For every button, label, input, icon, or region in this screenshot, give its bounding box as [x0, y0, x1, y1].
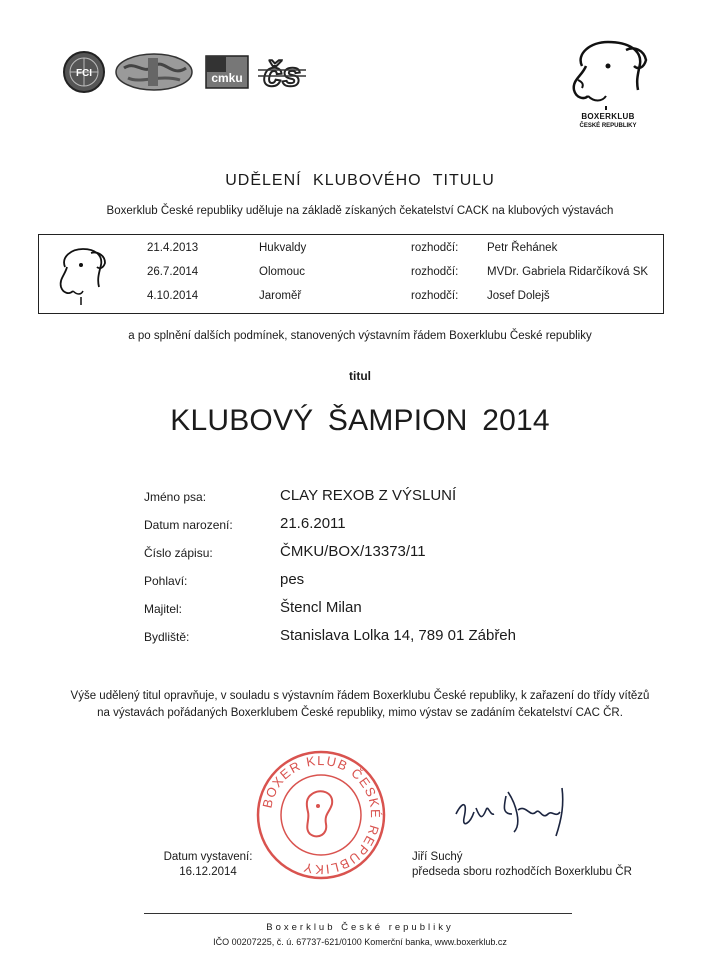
show-date: 26.7.2014: [147, 266, 199, 278]
info-label: Jméno psa:: [144, 490, 207, 504]
club-logo-name: BOXERKLUB: [581, 112, 635, 121]
info-value: pes: [280, 571, 305, 588]
club-logo-subtitle: ČESKÉ REPUBLIKY: [579, 123, 637, 129]
footer-details: IČO 00207225, č. ú. 67737-621/0100 Komerční banka, www.boxerklub.cz: [213, 937, 507, 947]
show-date-value: 16.12.2014: [179, 866, 237, 878]
show-date: 21.4.2013: [147, 242, 199, 254]
svg-text:BOXER KLUB ČESKÉ REPUBLIKY: BOXER KLUB ČESKÉ REPUBLIKY: [259, 752, 384, 878]
dog-info-row: [144, 571, 664, 595]
dog-info-row: [144, 627, 664, 651]
certificate-title: UDĚLENÍ KLUBOVÉHO TITULU: [225, 172, 495, 189]
dog-info-row: [144, 599, 664, 623]
dog-info-row: [144, 487, 664, 511]
info-label: Bydliště:: [144, 630, 190, 644]
fci-globe-icon: [62, 50, 106, 94]
svg-text:cmku: cmku: [211, 71, 243, 85]
signature-text: Jiří Suchý: [454, 846, 459, 847]
shows-table: [38, 234, 664, 314]
show-place: Jaroměř: [259, 290, 302, 302]
chief-judge-role: předseda sboru rozhodčích Boxerklubu ČR: [412, 866, 632, 878]
info-value: ČMKU/BOX/13373/11: [280, 543, 426, 560]
show-date: 4.10.2014: [147, 290, 199, 302]
club-logo: [556, 36, 660, 148]
show-row: [39, 290, 665, 310]
info-label: Pohlaví:: [144, 574, 188, 588]
show-row: [39, 242, 665, 262]
dog-info-row: [144, 543, 664, 567]
svg-text:čs: čs: [263, 56, 301, 94]
judge-name: Josef Dolejš: [487, 290, 550, 302]
show-row: [39, 266, 665, 286]
svg-text:FCI: FCI: [75, 68, 93, 79]
titul-label: titul: [349, 369, 371, 383]
info-value: Štencl Milan: [280, 599, 362, 616]
show-date-label: Datum vystavení:: [163, 851, 253, 863]
header-logos: [62, 50, 322, 96]
footer-org: Boxerklub České republiky: [266, 922, 454, 933]
condition-text: a po splnění dalších podmínek, stanovených výstavním řádem Boxerklubu České republiky: [128, 330, 592, 342]
info-value: Stanislava Lolka 14, 789 01 Zábřeh: [280, 627, 516, 644]
cks-logo-icon: [256, 50, 308, 94]
show-place: Olomouc: [259, 266, 306, 278]
judge-label: rozhodčí:: [411, 266, 459, 278]
judge-label: rozhodčí:: [411, 242, 459, 254]
info-value: CLAY REXOB Z VÝSLUNÍ: [280, 487, 457, 504]
show-place: Hukvaldy: [259, 242, 307, 254]
champion-title: KLUBOVÝ ŠAMPION 2014: [170, 404, 550, 437]
footer-divider: [144, 913, 572, 914]
judge-label: rozhodčí:: [411, 290, 459, 302]
judge-name: MVDr. Gabriela Ridarčíková SK: [487, 266, 649, 278]
note-line-1: Výše udělený titul opravňuje, v souladu s výstavním řádem Boxerklubu České republiky, k zařazení do třídy vítězů: [70, 690, 650, 702]
chief-judge-name: Jiří Suchý: [412, 851, 463, 863]
certificate-intro: Boxerklub České republiky uděluje na základě získaných čekatelství CACK na klubových výstavách: [106, 205, 614, 217]
dog-info-row: [144, 515, 664, 539]
world-globe-icon: [114, 50, 194, 94]
info-label: Číslo zápisu:: [144, 546, 213, 560]
judge-name: Petr Řehánek: [487, 242, 558, 254]
boxer-head-icon: [556, 36, 660, 110]
info-label: Majitel:: [144, 602, 183, 616]
info-label: Datum narození:: [144, 518, 233, 532]
cmku-logo-icon: [204, 50, 250, 94]
info-value: 21.6.2011: [280, 515, 346, 532]
note-line-2: na výstavách pořádaných Boxerklubem České republiky, mimo výstav se zadáním čekatelství CAC ČR.: [97, 707, 623, 719]
signature-image: [452, 784, 588, 848]
